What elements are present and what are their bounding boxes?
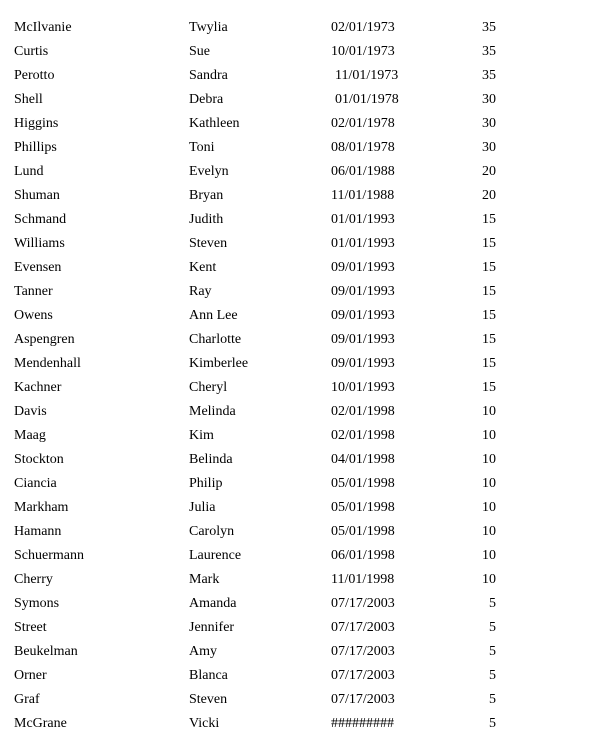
- date-cell[interactable]: 10/01/1993: [331, 380, 395, 395]
- last-name-cell[interactable]: Schmand: [14, 212, 67, 227]
- first-name-cell[interactable]: Sue: [189, 44, 210, 59]
- table-row: [0, 400, 609, 424]
- last-name-cell[interactable]: Tanner: [14, 284, 53, 299]
- last-name-cell[interactable]: Mendenhall: [14, 356, 81, 371]
- date-cell[interactable]: 07/17/2003: [331, 620, 395, 635]
- first-name-cell[interactable]: Carolyn: [189, 524, 235, 539]
- date-cell[interactable]: 02/01/1978: [331, 116, 395, 131]
- last-name-cell[interactable]: Davis: [14, 404, 47, 419]
- last-name-cell[interactable]: Evensen: [14, 260, 62, 275]
- table-row: [0, 496, 609, 520]
- first-name-cell[interactable]: Blanca: [189, 668, 228, 683]
- date-cell[interactable]: 05/01/1998: [331, 476, 395, 491]
- date-cell[interactable]: 07/17/2003: [331, 668, 395, 683]
- date-cell[interactable]: 07/17/2003: [331, 644, 395, 659]
- last-name-cell[interactable]: Curtis: [14, 44, 49, 59]
- date-cell[interactable]: 09/01/1993: [331, 284, 395, 299]
- years-cell[interactable]: 15: [482, 308, 496, 323]
- first-name-cell[interactable]: Cheryl: [189, 380, 228, 395]
- last-name-cell[interactable]: Hamann: [14, 524, 62, 539]
- table-row: [0, 64, 609, 88]
- table-row: [0, 664, 609, 688]
- table-row: [0, 688, 609, 712]
- date-cell[interactable]: 09/01/1993: [331, 332, 395, 347]
- last-name-cell[interactable]: Kachner: [14, 380, 62, 395]
- table-row: [0, 424, 609, 448]
- date-cell[interactable]: 10/01/1973: [331, 44, 395, 59]
- table-row: [0, 448, 609, 472]
- table-row: [0, 40, 609, 64]
- first-name-cell[interactable]: Jennifer: [189, 620, 235, 635]
- date-cell[interactable]: 01/01/1993: [331, 212, 395, 227]
- date-cell[interactable]: #########: [331, 716, 394, 731]
- first-name-cell[interactable]: Evelyn: [189, 164, 229, 179]
- years-cell[interactable]: 15: [482, 332, 496, 347]
- table-row: [0, 112, 609, 136]
- first-name-cell[interactable]: Amanda: [189, 596, 237, 611]
- table-row: [0, 376, 609, 400]
- last-name-cell[interactable]: Shell: [14, 92, 43, 107]
- date-cell[interactable]: 05/01/1998: [331, 524, 395, 539]
- years-cell[interactable]: 10: [482, 476, 496, 491]
- last-name-cell[interactable]: Perotto: [14, 68, 55, 83]
- spreadsheet-grid: [0, 16, 609, 736]
- table-row: [0, 712, 609, 736]
- first-name-cell[interactable]: Toni: [189, 140, 215, 155]
- years-cell[interactable]: 5: [489, 716, 496, 731]
- last-name-cell[interactable]: Aspengren: [14, 332, 75, 347]
- years-cell[interactable]: 15: [482, 284, 496, 299]
- first-name-cell[interactable]: Vicki: [189, 716, 220, 731]
- last-name-cell[interactable]: McGrane: [14, 716, 67, 731]
- table-row: [0, 616, 609, 640]
- table-row: [0, 544, 609, 568]
- years-cell[interactable]: 30: [482, 116, 496, 131]
- years-cell[interactable]: 35: [482, 44, 496, 59]
- last-name-cell[interactable]: Phillips: [14, 140, 57, 155]
- date-cell[interactable]: 01/01/1993: [331, 236, 395, 251]
- date-cell[interactable]: 05/01/1998: [331, 500, 395, 515]
- last-name-cell[interactable]: Symons: [14, 596, 60, 611]
- years-cell[interactable]: 35: [482, 20, 496, 35]
- years-cell[interactable]: 5: [489, 620, 496, 635]
- years-cell[interactable]: 10: [482, 500, 496, 515]
- last-name-cell[interactable]: Graf: [14, 692, 40, 707]
- first-name-cell[interactable]: Charlotte: [189, 332, 242, 347]
- years-cell[interactable]: 10: [482, 548, 496, 563]
- date-cell[interactable]: 07/17/2003: [331, 596, 395, 611]
- last-name-cell[interactable]: Orner: [14, 668, 47, 683]
- first-name-cell[interactable]: Melinda: [189, 404, 236, 419]
- table-row: [0, 640, 609, 664]
- years-cell[interactable]: 5: [489, 692, 496, 707]
- first-name-cell[interactable]: Twylia: [189, 20, 228, 35]
- table-row: [0, 160, 609, 184]
- first-name-cell[interactable]: Philip: [189, 476, 223, 491]
- table-row: [0, 232, 609, 256]
- first-name-cell[interactable]: Ann Lee: [189, 308, 238, 323]
- date-cell[interactable]: 04/01/1998: [331, 452, 395, 467]
- years-cell[interactable]: 15: [482, 212, 496, 227]
- date-cell[interactable]: 02/01/1973: [331, 20, 395, 35]
- years-cell[interactable]: 10: [482, 572, 496, 587]
- date-cell[interactable]: 06/01/1998: [331, 548, 395, 563]
- last-name-cell[interactable]: Ciancia: [14, 476, 57, 491]
- first-name-cell[interactable]: Sandra: [189, 68, 228, 83]
- last-name-cell[interactable]: Schuermann: [14, 548, 84, 563]
- last-name-cell[interactable]: Maag: [14, 428, 46, 443]
- table-row: [0, 592, 609, 616]
- first-name-cell[interactable]: Ray: [189, 284, 212, 299]
- date-cell[interactable]: 09/01/1993: [331, 308, 395, 323]
- table-row: [0, 304, 609, 328]
- first-name-cell[interactable]: Belinda: [189, 452, 233, 467]
- date-cell[interactable]: 06/01/1988: [331, 164, 395, 179]
- last-name-cell[interactable]: Higgins: [14, 116, 59, 131]
- last-name-cell[interactable]: Williams: [14, 236, 65, 251]
- first-name-cell[interactable]: Kathleen: [189, 116, 240, 131]
- table-row: [0, 184, 609, 208]
- table-row: [0, 16, 609, 40]
- table-row: [0, 520, 609, 544]
- date-cell[interactable]: 01/01/1978: [335, 92, 399, 107]
- date-cell[interactable]: 08/01/1978: [331, 140, 395, 155]
- years-cell[interactable]: 30: [482, 92, 496, 107]
- date-cell[interactable]: 02/01/1998: [331, 404, 395, 419]
- last-name-cell[interactable]: Stockton: [14, 452, 64, 467]
- table-row: [0, 568, 609, 592]
- first-name-cell[interactable]: Julia: [189, 500, 216, 515]
- last-name-cell[interactable]: Owens: [14, 308, 53, 323]
- years-cell[interactable]: 20: [482, 188, 496, 203]
- years-cell[interactable]: 5: [489, 644, 496, 659]
- last-name-cell[interactable]: Street: [14, 620, 47, 635]
- years-cell[interactable]: 15: [482, 236, 496, 251]
- last-name-cell[interactable]: Beukelman: [14, 644, 78, 659]
- last-name-cell[interactable]: Cherry: [14, 572, 53, 587]
- date-cell[interactable]: 09/01/1993: [331, 260, 395, 275]
- first-name-cell[interactable]: Steven: [189, 236, 228, 251]
- last-name-cell[interactable]: Shuman: [14, 188, 60, 203]
- last-name-cell[interactable]: Lund: [14, 164, 44, 179]
- table-row: [0, 136, 609, 160]
- first-name-cell[interactable]: Steven: [189, 692, 228, 707]
- date-cell[interactable]: 11/01/1988: [331, 188, 395, 203]
- years-cell[interactable]: 15: [482, 380, 496, 395]
- date-cell[interactable]: 07/17/2003: [331, 692, 395, 707]
- years-cell[interactable]: 15: [482, 260, 496, 275]
- first-name-cell[interactable]: Mark: [189, 572, 220, 587]
- table-row: [0, 472, 609, 496]
- years-cell[interactable]: 10: [482, 452, 496, 467]
- years-cell[interactable]: 10: [482, 428, 496, 443]
- years-cell[interactable]: 5: [489, 596, 496, 611]
- years-cell[interactable]: 10: [482, 404, 496, 419]
- first-name-cell[interactable]: Laurence: [189, 548, 242, 563]
- table-row: [0, 88, 609, 112]
- first-name-cell[interactable]: Bryan: [189, 188, 224, 203]
- years-cell[interactable]: 30: [482, 140, 496, 155]
- table-row: [0, 280, 609, 304]
- table-row: [0, 352, 609, 376]
- last-name-cell[interactable]: McIlvanie: [14, 20, 72, 35]
- first-name-cell[interactable]: Judith: [189, 212, 224, 227]
- first-name-cell[interactable]: Debra: [189, 92, 224, 107]
- years-cell[interactable]: 20: [482, 164, 496, 179]
- date-cell[interactable]: 02/01/1998: [331, 428, 395, 443]
- years-cell[interactable]: 5: [489, 668, 496, 683]
- date-cell[interactable]: 11/01/1998: [331, 572, 395, 587]
- last-name-cell[interactable]: Markham: [14, 500, 69, 515]
- first-name-cell[interactable]: Kimberlee: [189, 356, 249, 371]
- table-row: [0, 208, 609, 232]
- first-name-cell[interactable]: Kent: [189, 260, 217, 275]
- years-cell[interactable]: 35: [482, 68, 496, 83]
- date-cell[interactable]: 09/01/1993: [331, 356, 395, 371]
- years-cell[interactable]: 15: [482, 356, 496, 371]
- table-row: [0, 328, 609, 352]
- first-name-cell[interactable]: Kim: [189, 428, 214, 443]
- first-name-cell[interactable]: Amy: [189, 644, 217, 659]
- table-row: [0, 256, 609, 280]
- years-cell[interactable]: 10: [482, 524, 496, 539]
- date-cell[interactable]: 11/01/1973: [335, 68, 399, 83]
